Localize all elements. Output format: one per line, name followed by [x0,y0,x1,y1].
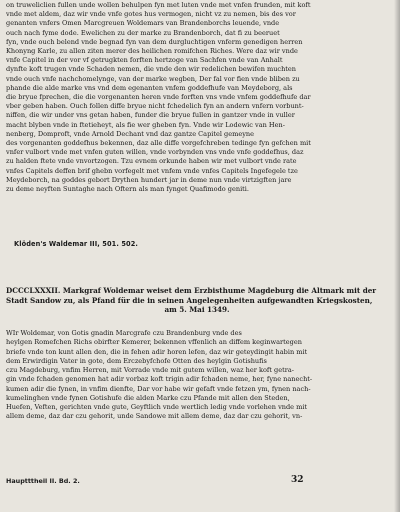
heading-line: Stadt Sandow zu, als Pfand für die in seinen Angelegenheiten aufgewandten Kriegskosten, [6,295,373,305]
text-line: die bryue fprechen, die die vorgenanten heren vnde forften vns vnde vnfem goddefhufe dar [6,93,311,102]
text-line: phande die alde marke vns vnd dem egenanten vnfem goddefhufe van Meydeborg, als [6,83,293,92]
text-line: kumen adir die fynen, in vnfim dienfte, Dar vor habe wir gefaft vnde fetzen ym, fynen nach- [6,384,311,393]
signature-mark: Hauptttheil II. Bd. 2. [6,477,80,485]
text-line: heylgen Romefchen Richs obirfter Kemerer, bekennen vffenlich an diffem keginwartegen [6,338,302,347]
text-line: vnfer vulbort vnde met vnfen guten willen, vnde vorbynden vns vnde vnfe goddefhus, daz [6,148,304,157]
text-line: briefe vnde ton kunt allen den, die in fehen adir horen lefen, daz wir geteydingit habin mit [6,347,308,356]
text-line: on truweliclien fullen unde wollen behulpen fyn met luten vnde met vnfen frunden, mit koft [6,1,311,9]
text-line: gin vnde fchaden genomen hat adir vorbaz koft trigin adir fchaden neme, her, fyne nanecht- [6,375,313,384]
text-line: zu deme neyften Suntaghe nach Oftern als man fynget Quafimodo geniti. [6,185,249,194]
text-line: Meydeborch, na goddes gebort Drythen hundert jar in deme nun vnde virtzigften jare [6,175,292,184]
text-line: macht blyben vnde in ftetieheyt, als fie wer gheben fyn. Vnde wir Lodewic van Hen- [6,120,285,129]
source-citation: Klöden's Waldemar III, 501. 502. [14,240,139,248]
page-number: 32 [291,475,304,485]
text-line: vber geben haben. Ouch follen diffe bryue nicht fchedelich fyn an andern vnfern vorbunt- [6,102,304,111]
page-edge-shadow [394,0,400,512]
text-line: des vorgenanten goddefhus bekennen, daz alle diffe vorgefchreben tedinge fyn gefchen mit [6,139,311,148]
heading-date-line: am 5. Mai 1349. [164,305,230,315]
text-line: niffen, die wir under vns getan haben, funder die bryue fullen in gantzer vnde in vuller [6,111,295,120]
text-line: nenberg, Domproft, vnde Arnold Dechant vnd daz gantze Capitel gemeyne [6,129,254,138]
text-line: kumelinghen vnde fynen Gotishufe die alden Marke czu Pfande mit allen den Steden, [6,393,290,402]
text-line: WIr Woldemar, von Gotis gnadin Marcgrafe czu Brandenburg vnde des [6,329,242,337]
text-line: vnde met aldem, daz wir vnde vnfe gotes hus vermogen, nicht vz zu nemen, bis des vor [6,10,296,19]
text-line: Khonyng Karle, zu allen ziten merer des heilichen romifchen Riches. Were daz wir vnde [6,47,298,56]
text-line: Huefen, Veften, gerichten vnde gute, Geyftlich vnde wertlich ledig vnde vorlehen vnde mit [6,403,308,411]
document-heading [6,286,388,315]
text-line: czu Magdeburg, vnfim Herren, mit Vorrade vnde mit gutem willen, waz her koft getra- [6,366,294,374]
page-footer [6,477,388,485]
body-paragraph-2 [6,329,388,422]
text-line: allem deme, daz dar czu gehorit, unde Sandowe mit allem deme, daz dar czu gehorit, vn- [6,412,303,421]
text-line: genanten vnfers Omen Marcgreuen Woldemars van Brandenborchs leuende, vnde [6,19,280,28]
text-line: vnfes Capitels deffen brif ghebn vorfegelt met vnfem vnde vnfes Capitels Ingefegele tze [6,166,298,175]
text-line: fyn, vnde ouch belend vnde begnad fyn van dem durgluchtigen vnferm genedigen herren [6,37,303,46]
text-line: zu halden ftete vnde vnvortzogen. Tzu evnem orkunde haben wir met vulbort vnde rate [6,157,297,166]
text-line: vnfe Capitel in der vor vf getrugkten forften hertzoge van Sachfen vnde van Anhalt [6,56,283,65]
body-paragraph-1 [6,1,388,194]
text-line: dynfte koft trugen vnde Schaden nemen, die vnde den wir redelichen bewifen muchten [6,65,297,74]
heading-line: DCCCLXXXII. Markgraf Woldemar weiset dem Erzbisthume Magdeburg die Altmark mit der [6,286,377,295]
text-line: vnde ouch vnfe nachchomelynge, van der marke wegben, Der fal vor fien vnde bliben zu [6,74,300,83]
text-line: ouch nach fyme dode. Ewelichen zu der marke zu Brandenborch, dat fi zu beeruet [6,28,280,37]
text-line: dem Erwirdigin Vater in gote, dem Erczebyfchofe Otten des heylgin Gotishufis [6,356,267,365]
